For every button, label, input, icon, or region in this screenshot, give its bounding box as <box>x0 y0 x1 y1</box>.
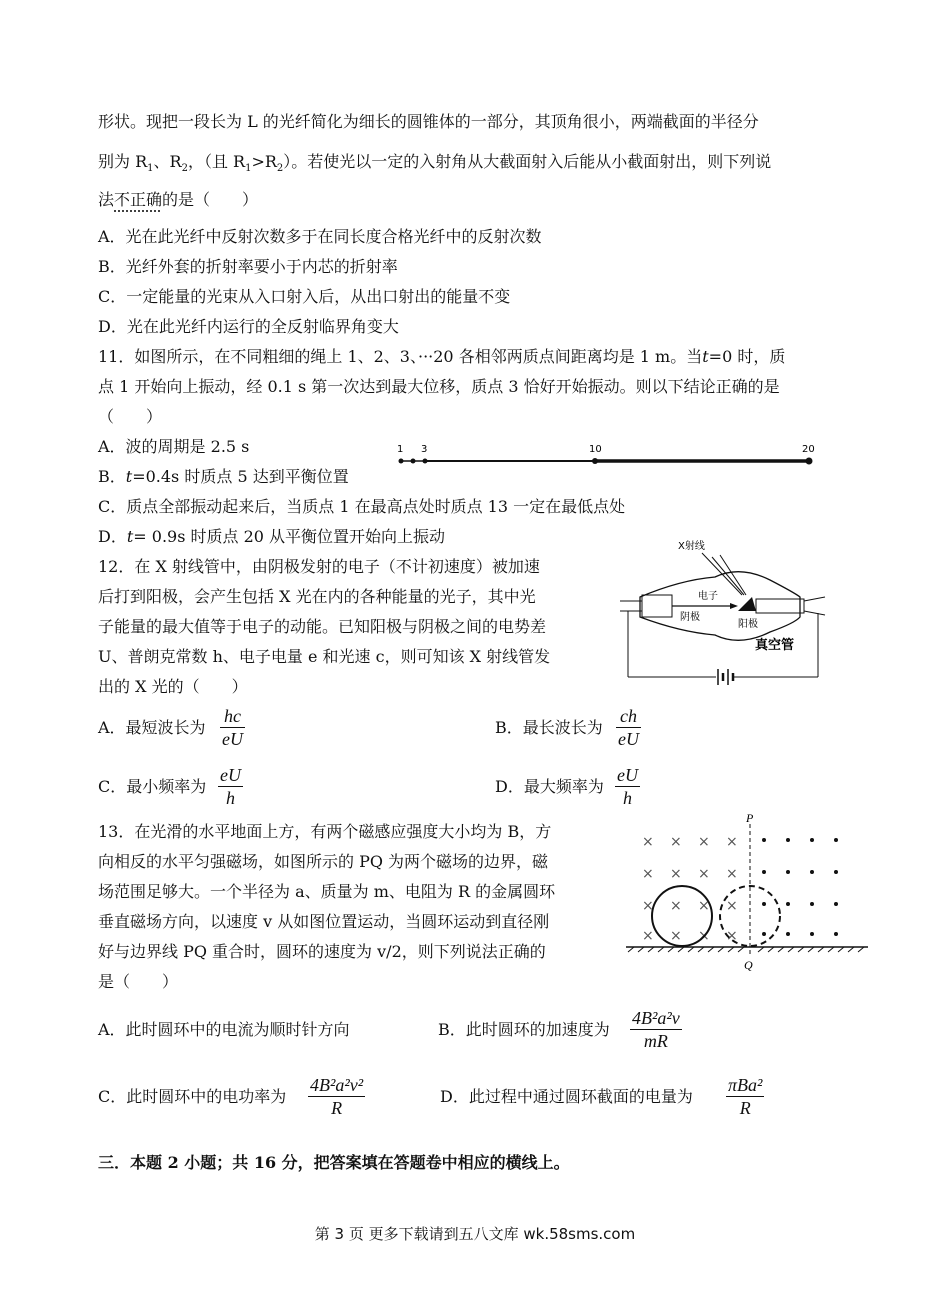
q10-option-a: A．光在此光纤中反射次数多于在同长度合格光纤中的反射次数 <box>98 227 542 246</box>
q10-line2-b: 、R <box>153 152 182 171</box>
q13-option-c: C．此时圆环中的电功率为 <box>98 1087 287 1106</box>
q10-line3-a: 法 <box>98 190 115 209</box>
electron-label: 电子 <box>698 591 718 602</box>
q12-line4: U、普朗克常数 h、电子电量 e 和光速 c，则可知该 X 射线管发 <box>98 647 551 666</box>
frac-den: h <box>623 788 632 808</box>
q11-t-var: t <box>702 347 709 366</box>
q13-line5: 好与边界线 PQ 重合时，圆环的速度为 v/2，则下列说法正确的 <box>98 942 546 961</box>
q11-option-b <box>98 467 349 487</box>
q13-option-d: D．此过程中通过圆环截面的电量为 <box>440 1087 693 1106</box>
q13-c-fraction <box>308 1075 365 1118</box>
rope-figure <box>395 440 820 470</box>
q12-line2: 后打到阳极，会产生包括 X 光在内的各种能量的光子，其中光 <box>98 587 536 606</box>
q10-line2-e: ）。若使光以一定的入射角从大截面射入后能从小截面射出，则下列说 <box>283 152 772 171</box>
svg-text:×: × <box>726 898 738 914</box>
q13-line1: 13．在光滑的水平地面上方，有两个磁感应强度大小均为 B，方 <box>98 822 552 841</box>
q11-d-text: = 0.9s 时质点 20 从平衡位置开始向上振动 <box>133 527 446 546</box>
q12-option-c: C．最小频率为 <box>98 777 207 796</box>
label-p: P <box>746 811 754 825</box>
q11-line2: 点 1 开始向上振动，经 0.1 s 第一次达到最大位移，质点 3 恰好开始振动。则以下结论正确的是 <box>98 377 780 396</box>
svg-text:×: × <box>698 928 710 944</box>
svg-text:×: × <box>670 834 682 850</box>
frac-den: R <box>739 1098 751 1118</box>
svg-text:×: × <box>726 928 738 944</box>
svg-text:×: × <box>726 866 738 882</box>
q11-option-a: A．波的周期是 2.5 s <box>98 437 250 456</box>
svg-text:×: × <box>642 898 654 914</box>
ring-start <box>652 886 712 946</box>
svg-text:×: × <box>698 898 710 914</box>
q10-line2-c: ，（且 R <box>187 152 246 171</box>
q13-option-a: A．此时圆环中的电流为顺时针方向 <box>98 1020 350 1039</box>
q11-option-d <box>98 527 445 547</box>
q12-a-fraction <box>220 706 245 749</box>
q11-b-prefix: B． <box>98 467 126 486</box>
q10-option-c: C．一定能量的光束从入口射入后，从出口射出的能量不变 <box>98 287 511 306</box>
magnetic-field-figure <box>622 812 872 977</box>
q10-line3-b: 的是（ ） <box>162 190 259 209</box>
section-3-heading: 三．本题 2 小题；共 16 分，把答案填在答题卷中相应的横线上。 <box>98 1153 570 1172</box>
frac-den: h <box>226 788 235 808</box>
r1-sub: 1 <box>147 163 154 175</box>
cathode-label: 阴极 <box>680 612 700 623</box>
q13-line4: 垂直磁场方向，以速度 v 从如图位置运动，当圆环运动到直径刚 <box>98 912 550 931</box>
frac-den: R <box>331 1098 343 1118</box>
q13-option-b: B．此时圆环的加速度为 <box>438 1020 610 1039</box>
q12-c-fraction <box>218 765 243 808</box>
q11-b-t: t <box>125 467 133 486</box>
q12-option-a: A．最短波长为 <box>98 718 206 737</box>
rope-point-1 <box>399 459 404 464</box>
xray-tube-figure <box>620 535 840 695</box>
emphasis-not-correct <box>114 190 162 209</box>
xray-label: X射线 <box>678 541 705 552</box>
emph-text: 不正确 <box>114 190 163 209</box>
svg-text:×: × <box>726 834 738 850</box>
q11-d-t: t <box>126 527 134 546</box>
rope-point-2 <box>411 459 416 464</box>
rope-label-10: 10 <box>589 444 602 455</box>
rope-point-20 <box>806 458 813 465</box>
frac-num: πBa² <box>728 1075 763 1095</box>
svg-text:×: × <box>698 834 710 850</box>
q10-line2 <box>98 152 771 179</box>
vacuum-tube-label: 真空管 <box>755 638 795 653</box>
q12-b-fraction <box>616 706 641 749</box>
frac-num: eU <box>220 765 241 785</box>
q13-line6: 是（ ） <box>98 972 179 991</box>
rope-label-20: 20 <box>802 444 815 455</box>
frac-num: ch <box>620 706 637 726</box>
label-q: Q <box>744 958 753 972</box>
q11-line1 <box>98 347 785 367</box>
svg-text:×: × <box>642 928 654 944</box>
rope-label-3: 3 <box>421 444 428 455</box>
q10-option-b: B．光纤外套的折射率要小于内芯的折射率 <box>98 257 398 276</box>
q11-line3: （ ） <box>98 407 163 426</box>
r2-sub: 2 <box>181 163 188 175</box>
frac-den: mR <box>643 1031 668 1051</box>
svg-text:×: × <box>642 866 654 882</box>
rope-point-3 <box>423 459 428 464</box>
q11-b-text: =0.4s 时质点 5 达到平衡位置 <box>132 467 349 486</box>
svg-text:×: × <box>642 834 654 850</box>
q11-option-c: C．质点全部振动起来后，当质点 1 在最高点处时质点 13 一定在最低点处 <box>98 497 626 516</box>
rope-point-10 <box>592 458 598 464</box>
q13-d-fraction <box>726 1075 764 1118</box>
q12-line1: 12．在 X 射线管中，由阴极发射的电子（不计初速度）被加速 <box>98 557 540 576</box>
frac-num: 4B²a²v <box>632 1008 680 1028</box>
q11-line1-a: 11．如图所示，在不同粗细的绳上 1、2、3、···20 各相邻两质点间距离均是 1 m。当 <box>98 347 703 366</box>
svg-text:×: × <box>670 928 682 944</box>
q13-line3: 场范围足够大。一个半径为 a、质量为 m、电阻为 R 的金属圆环 <box>98 882 556 901</box>
q13-line2: 向相反的水平匀强磁场，如图所示的 PQ 为两个磁场的边界，磁 <box>98 852 549 871</box>
r2-sub-2: 2 <box>276 163 284 175</box>
frac-num: 4B²a²v² <box>310 1075 364 1095</box>
anode-label: 阳极 <box>738 619 758 630</box>
q10-option-d: D．光在此光纤内运行的全反射临界角变大 <box>98 317 399 336</box>
q12-line3: 子能量的最大值等于电子的动能。已知阳极与阴极之间的电势差 <box>98 617 547 636</box>
q10-line2-d: >R <box>251 152 277 171</box>
q11-d-prefix: D． <box>98 527 127 546</box>
q12-option-d: D．最大频率为 <box>495 777 604 796</box>
svg-text:×: × <box>670 898 682 914</box>
q13-b-fraction <box>630 1008 682 1051</box>
svg-text:×: × <box>670 866 682 882</box>
q12-line5: 出的 X 光的（ ） <box>98 677 248 696</box>
svg-text:×: × <box>698 866 710 882</box>
frac-num: eU <box>617 765 638 785</box>
q10-line2-a: 别为 R <box>98 152 148 171</box>
rope-label-1: 1 <box>397 444 404 455</box>
frac-den: eU <box>222 729 243 749</box>
q10-line3 <box>98 190 258 210</box>
q12-option-b: B．最长波长为 <box>495 718 603 737</box>
q10-line1: 形状。现把一段长为 L 的光纤简化为细长的圆锥体的一部分，其顶角很小，两端截面的半径分 <box>98 112 759 131</box>
field-out-of-page <box>762 838 838 936</box>
q11-line1-b: =0 时，质 <box>708 347 786 366</box>
page-footer: 第 3 页 更多下载请到五八文库 wk.58sms.com <box>314 1225 636 1243</box>
frac-den: eU <box>618 729 639 749</box>
q12-d-fraction <box>615 765 640 808</box>
frac-num: hc <box>224 706 241 726</box>
r1-sub-2: 1 <box>245 163 252 175</box>
